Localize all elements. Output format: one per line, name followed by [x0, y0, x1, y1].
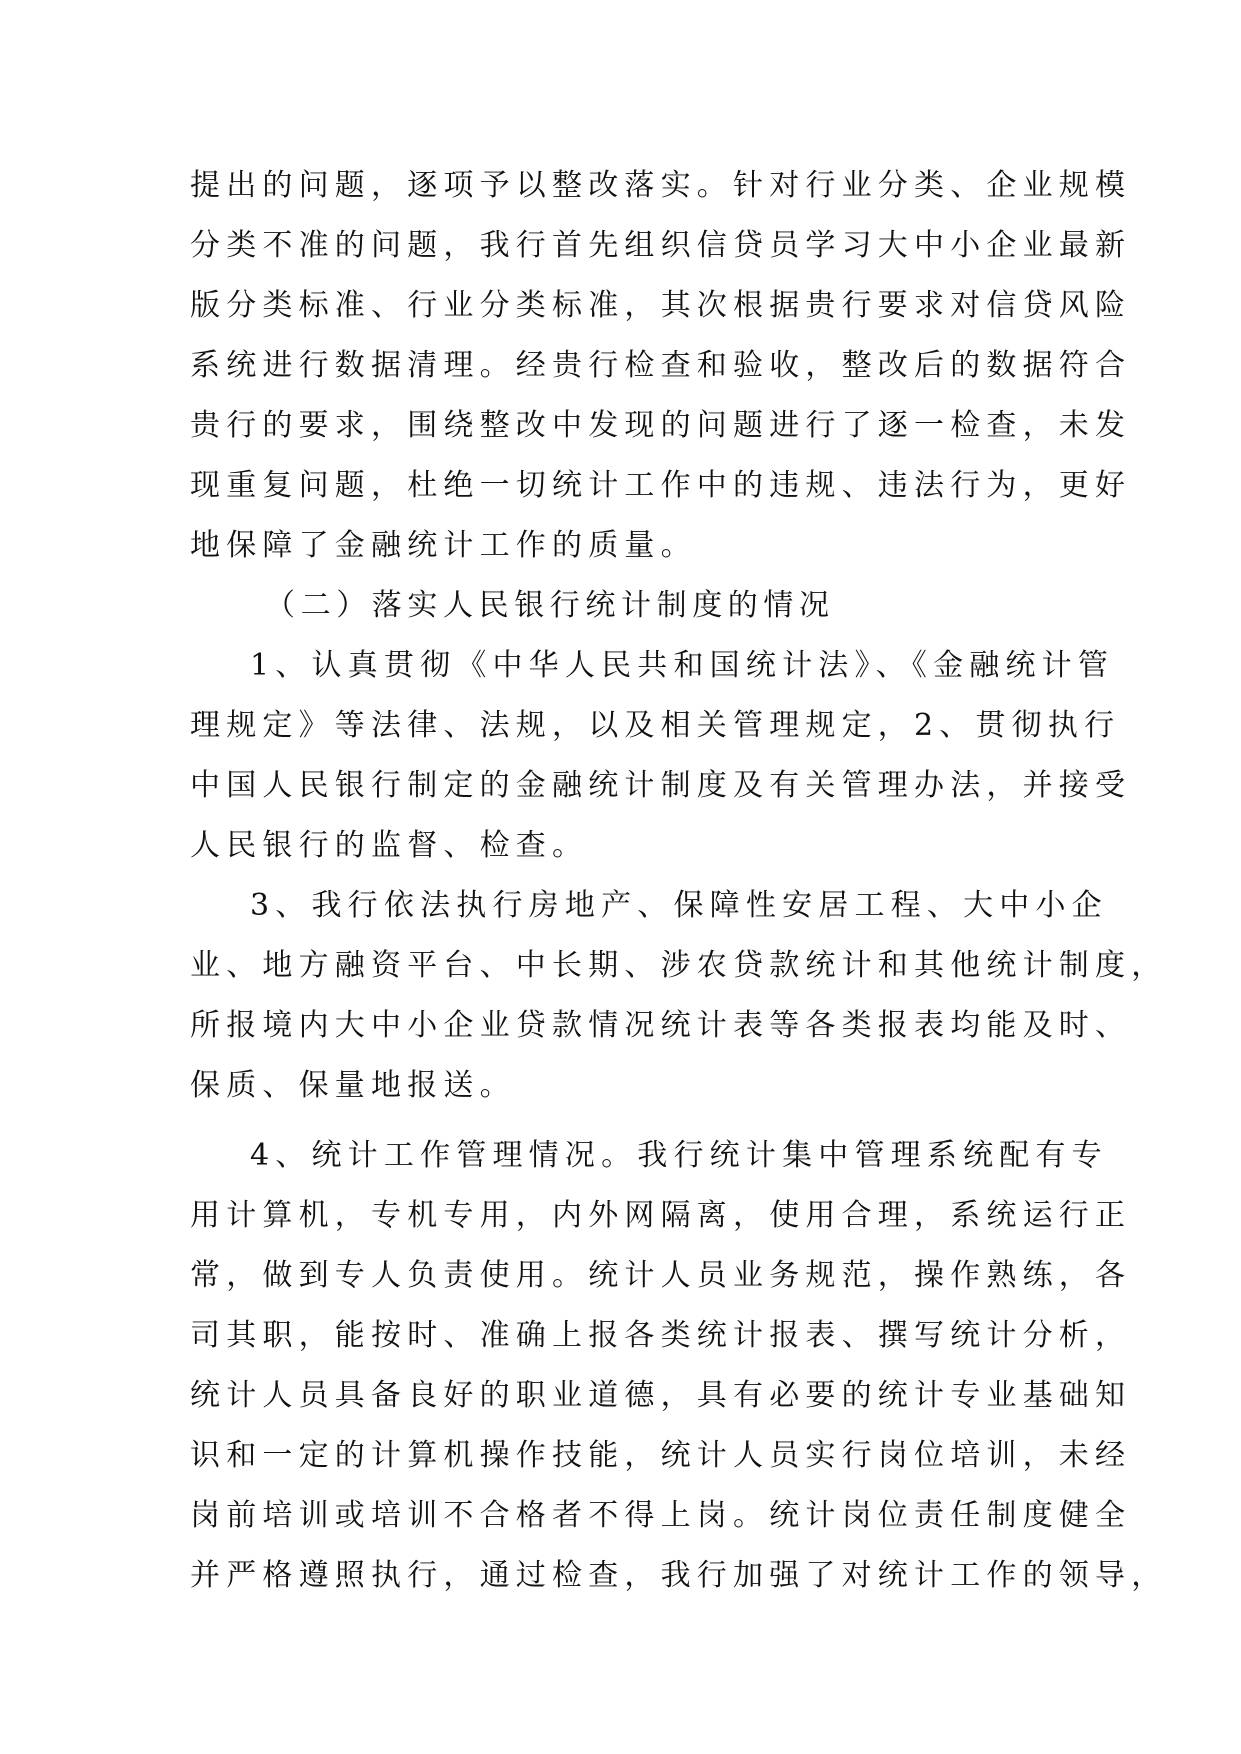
paragraph-5-line-1: 4、统计工作管理情况。我行统计集中管理系统配有专: [250, 1138, 1108, 1173]
paragraph-1-line-2: 分类不准的问题，我行首先组织信贷员学习大中小企业最新: [190, 228, 1132, 263]
paragraph-3-line-1: 1、认真贯彻《中华人民共和国统计法》、《金融统计管: [250, 648, 1115, 683]
paragraph-4-line-4: 保质、保量地报送。: [190, 1068, 516, 1103]
paragraph-5-line-6: 识和一定的计算机操作技能，统计人员实行岗位培训，未经: [190, 1438, 1132, 1473]
paragraph-1-line-3: 版分类标准、行业分类标准，其次根据贵行要求对信贷风险: [190, 288, 1132, 323]
paragraph-5-line-7: 岗前培训或培训不合格者不得上岗。统计岗位责任制度健全: [190, 1498, 1132, 1533]
paragraph-1-line-4: 系统进行数据清理。经贵行检查和验收，整改后的数据符合: [190, 348, 1132, 383]
paragraph-4-line-2: 业、地方融资平台、中长期、涉农贷款统计和其他统计制度，: [190, 948, 1168, 983]
section-heading: （二）落实人民银行统计制度的情况: [265, 588, 835, 623]
paragraph-1-line-1: 提出的问题，逐项予以整改落实。针对行业分类、企业规模: [190, 168, 1132, 203]
paragraph-5-line-2: 用计算机，专机专用，内外网隔离，使用合理，系统运行正: [190, 1198, 1132, 1233]
paragraph-1-line-6: 现重复问题，杜绝一切统计工作中的违规、违法行为，更好: [190, 468, 1132, 503]
paragraph-3-line-3: 中国人民银行制定的金融统计制度及有关管理办法，并接受: [190, 768, 1132, 803]
paragraph-1-line-7: 地保障了金融统计工作的质量。: [190, 528, 697, 563]
paragraph-1-line-5: 贵行的要求，围绕整改中发现的问题进行了逐一检查，未发: [190, 408, 1132, 443]
paragraph-5-line-5: 统计人员具备良好的职业道德，具有必要的统计专业基础知: [190, 1378, 1132, 1413]
paragraph-4-line-3: 所报境内大中小企业贷款情况统计表等各类报表均能及时、: [190, 1008, 1132, 1043]
paragraph-4-line-1: 3、我行依法执行房地产、保障性安居工程、大中小企: [250, 888, 1108, 923]
paragraph-5-line-4: 司其职，能按时、准确上报各类统计报表、撰写统计分析，: [190, 1318, 1132, 1353]
paragraph-5-line-3: 常，做到专人负责使用。统计人员业务规范，操作熟练，各: [190, 1258, 1132, 1293]
paragraph-5-line-8: 并严格遵照执行，通过检查，我行加强了对统计工作的领导，: [190, 1558, 1168, 1593]
paragraph-3-line-4: 人民银行的监督、检查。: [190, 828, 589, 863]
paragraph-3-line-2: 理规定》等法律、法规，以及相关管理规定，2、贯彻执行: [190, 708, 1121, 743]
